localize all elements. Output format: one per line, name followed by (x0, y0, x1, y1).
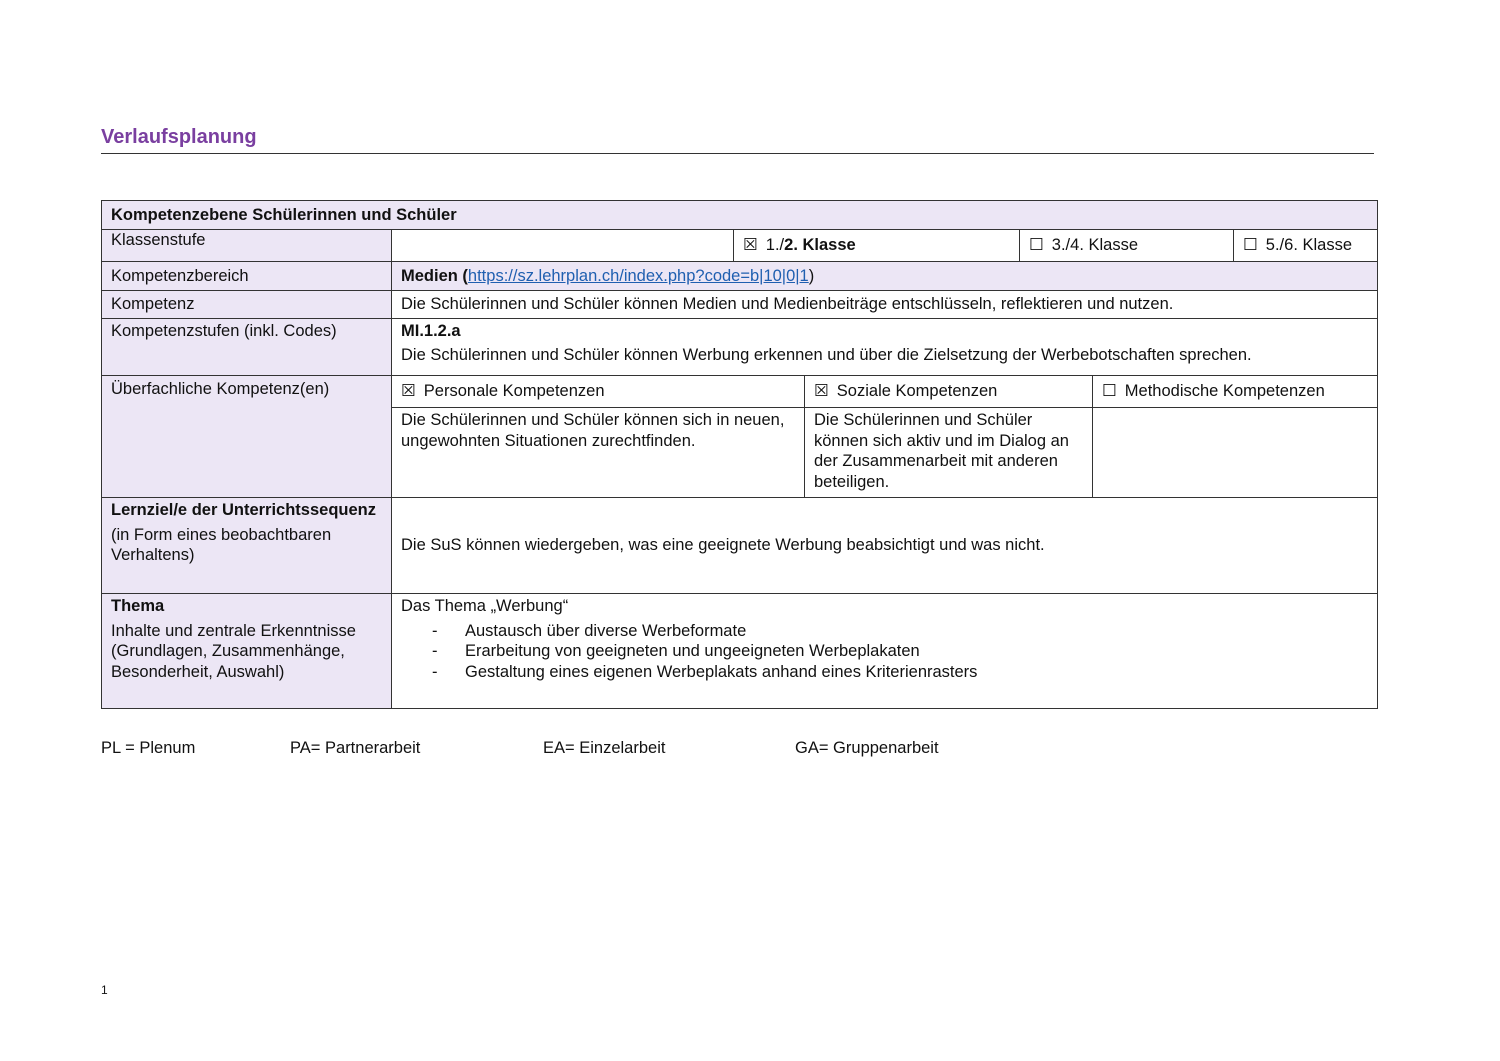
lernziel-value: Die SuS können wiedergeben, was eine geeignete Werbung beabsichtigt und was nicht. (392, 498, 1378, 594)
methodische-kompetenzen-option[interactable] (1093, 376, 1378, 408)
soziale-kompetenzen-text: Die Schülerinnen und Schüler können sich aktiv und im Dialog an der Zusammenarbeit mit anderen beteiligen. (805, 408, 1093, 498)
kompetenzbereich-value (392, 262, 1378, 291)
list-item-text: Austausch über diverse Werbeformate (465, 621, 747, 640)
personale-kompetenzen-label: Personale Kompetenzen (423, 382, 605, 401)
thema-label (102, 594, 392, 709)
list-item (432, 621, 1368, 642)
soziale-kompetenzen-option[interactable] (805, 376, 1093, 408)
list-item-text: Gestaltung eines eigenen Werbeplakats anhand eines Kriterienrasters (465, 662, 978, 681)
klassenstufe-label: Klassenstufe (102, 230, 392, 262)
legend-einzelarbeit: EA= Einzelarbeit (543, 739, 666, 757)
checkbox-unchecked-icon[interactable]: ☐ (1102, 382, 1117, 401)
personale-kompetenzen-text: Die Schülerinnen und Schüler können sich in neuen, ungewohnten Situationen zurechtfinden. (392, 408, 805, 498)
thema-value (392, 594, 1378, 709)
lernziel-label-title: Lernziel/e der Unterrichtssequenz (111, 501, 376, 519)
kompetenzstufen-code: MI.1.2.a (401, 322, 461, 340)
klassenstufe-option-label: 5./6. Klasse (1265, 236, 1353, 255)
page-title: Verlaufsplanung (101, 126, 257, 148)
kompetenzstufen-text: Die Schülerinnen und Schüler können Werbung erkennen und über die Zielsetzung der Werbebotschaften sprechen. (401, 345, 1252, 364)
thema-intro: Das Thema „Werbung“ (401, 597, 569, 615)
thema-label-title: Thema (111, 597, 165, 615)
checkbox-checked-icon[interactable]: ☒ (743, 236, 758, 255)
klassenstufe-empty-cell (392, 230, 734, 262)
klassenstufe-option-1-2[interactable] (734, 230, 1020, 262)
ueberfachlich-label: Überfachliche Kompetenz(en) (102, 376, 392, 498)
list-bullet: - (432, 662, 438, 681)
checkbox-checked-icon[interactable]: ☒ (814, 382, 829, 401)
klassenstufe-option-5-6[interactable] (1234, 230, 1378, 262)
kompetenzbereich-name: Medien ( (401, 266, 468, 285)
legend-plenum: PL = Plenum (101, 739, 196, 757)
competence-table-container (101, 200, 1377, 709)
personale-kompetenzen-option[interactable] (392, 376, 805, 408)
legend-partnerarbeit: PA= Partnerarbeit (290, 739, 421, 757)
kompetenzstufen-label: Kompetenzstufen (inkl. Codes) (102, 319, 392, 376)
checkbox-unchecked-icon[interactable]: ☐ (1029, 236, 1044, 255)
klassenstufe-option-label: 3./4. Klasse (1051, 236, 1139, 255)
kompetenz-label: Kompetenz (102, 291, 392, 319)
lernziel-label-sub: (in Form eines beobachtbaren Verhaltens) (111, 525, 332, 564)
thema-list (401, 621, 1368, 683)
klassenstufe-option-label-bold: 2. Klasse (784, 236, 856, 255)
page-number: 1 (101, 983, 108, 997)
methodische-kompetenzen-text (1093, 408, 1378, 498)
title-divider (101, 153, 1374, 154)
klassenstufe-option-3-4[interactable] (1020, 230, 1234, 262)
list-bullet: - (432, 642, 438, 660)
list-item (432, 662, 1368, 683)
methodische-kompetenzen-label: Methodische Kompetenzen (1124, 382, 1325, 401)
kompetenzbereich-label: Kompetenzbereich (102, 262, 392, 291)
kompetenz-value: Die Schülerinnen und Schüler können Medien und Medienbeiträge entschlüsseln, reflektieren und nutzen. (392, 291, 1378, 319)
klassenstufe-option-label: 1./ (765, 236, 785, 255)
kompetenzbereich-suffix: ) (808, 266, 815, 285)
table-header: Kompetenzebene Schülerinnen und Schüler (102, 201, 1378, 230)
kompetenzstufen-value (392, 319, 1378, 376)
lernziel-label (102, 498, 392, 594)
thema-label-sub: Inhalte und zentrale Erkenntnisse (Grundlagen, Zusammenhänge, Besonderheit, Auswahl) (111, 621, 356, 681)
list-item-text: Erarbeitung von geeigneten und ungeeigneten Werbeplakaten (465, 642, 920, 660)
lehrplan-link[interactable]: https://sz.lehrplan.ch/index.php?code=b|10|0|1 (467, 266, 809, 285)
competence-table (101, 200, 1378, 709)
checkbox-checked-icon[interactable]: ☒ (401, 382, 416, 401)
list-item (432, 641, 1368, 662)
list-bullet: - (432, 621, 438, 640)
checkbox-unchecked-icon[interactable]: ☐ (1243, 236, 1258, 255)
legend-gruppenarbeit: GA= Gruppenarbeit (795, 739, 939, 757)
soziale-kompetenzen-label: Soziale Kompetenzen (836, 382, 998, 401)
